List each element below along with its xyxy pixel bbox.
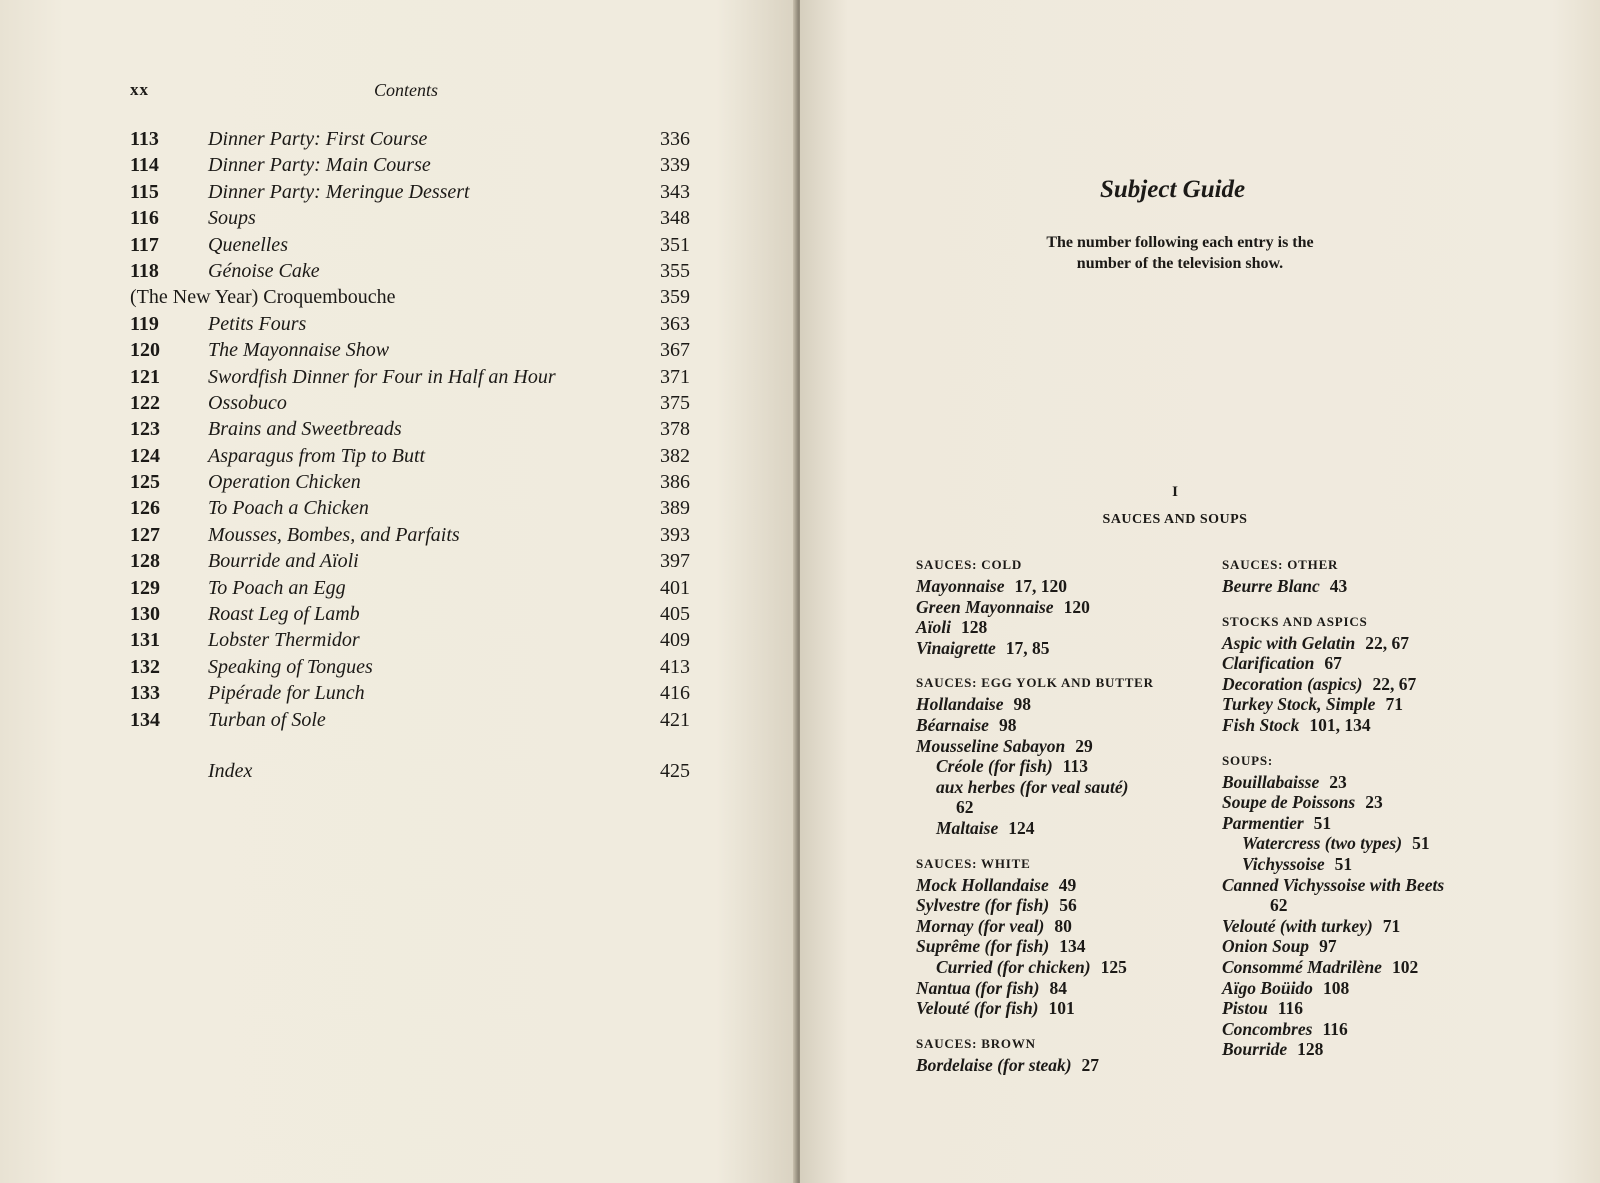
entry-name: Vichyssoise — [1242, 853, 1325, 874]
section-heading: SAUCES: COLD — [916, 557, 1023, 572]
left-page — [0, 0, 796, 1183]
entry-pages: 62 — [1270, 895, 1288, 916]
toc-row — [130, 258, 700, 284]
guide-entry — [916, 978, 1206, 999]
entry-name: Concombres — [1222, 1018, 1313, 1039]
guide-subentry — [916, 777, 1206, 798]
entry-pages: 116 — [1277, 998, 1304, 1019]
toc-row — [130, 707, 700, 733]
entry-name: Beurre Blanc — [1222, 576, 1320, 596]
toc-title: (The New Year) Croquembouche — [130, 286, 396, 309]
guide-entry — [916, 916, 1206, 937]
toc-number: 121 — [130, 365, 160, 388]
toc-page: 343 — [660, 180, 690, 203]
entry-name: Decoration (aspics) — [1222, 673, 1363, 694]
guide-entry — [1222, 1039, 1502, 1060]
guide-entry — [1222, 576, 1502, 597]
toc-row — [130, 152, 700, 178]
toc-page: 421 — [660, 708, 690, 731]
entry-name: Aïoli — [916, 617, 952, 638]
guide-column-left — [916, 554, 1206, 1089]
toc-row — [130, 469, 700, 495]
toc-number: 128 — [130, 550, 160, 573]
entry-pages: 80 — [1054, 915, 1072, 936]
entry-pages: 29 — [1075, 735, 1093, 756]
toc-title: The Mayonnaise Show — [208, 339, 390, 362]
entry-name: aux herbes (for veal sauté) — [936, 776, 1129, 797]
part-number: I — [1172, 484, 1178, 500]
guide-entry — [1222, 715, 1502, 736]
entry-name: Mousseline Sabayon — [916, 735, 1066, 756]
toc-row — [130, 575, 700, 601]
toc-title: Quenelles — [208, 233, 288, 256]
guide-entry — [916, 694, 1206, 715]
toc-page: 405 — [660, 603, 690, 626]
intro-line: number of the television show. — [1076, 255, 1284, 272]
entry-name: Canned Vichyssoise with Beets — [1222, 874, 1445, 895]
entry-name: Pistou — [1222, 998, 1268, 1019]
entry-name: Nantua (for fish) — [916, 977, 1040, 998]
guide-entry — [916, 715, 1206, 736]
intro-note — [1010, 232, 1350, 274]
entry-name: Vinaigrette — [916, 637, 996, 658]
entry-name: Soupe de Poissons — [1222, 792, 1356, 813]
page-folio: xx — [130, 80, 149, 99]
toc-row — [130, 126, 700, 152]
entry-pages: 98 — [1013, 694, 1032, 715]
toc-row — [130, 601, 700, 627]
toc-row — [130, 337, 700, 363]
section-heading: SOUPS: — [1222, 752, 1274, 768]
guide-entry — [916, 617, 1206, 638]
toc-row — [130, 416, 700, 442]
toc-row — [130, 179, 700, 205]
guide-entry — [916, 875, 1206, 896]
entry-name: Hollandaise — [916, 694, 1004, 715]
entry-name: Green Mayonnaise — [916, 596, 1054, 617]
entry-pages: 84 — [1049, 977, 1067, 998]
table-of-contents — [130, 126, 700, 784]
entry-pages-continued — [1222, 895, 1502, 916]
entry-pages: 62 — [956, 797, 974, 818]
toc-page: 382 — [660, 444, 690, 467]
entry-pages: 51 — [1412, 833, 1430, 854]
section-heading: SAUCES: BROWN — [916, 1035, 1036, 1051]
section-sauces-egg-yolk — [916, 672, 1206, 838]
toc-row — [130, 311, 700, 337]
toc-page: 371 — [660, 365, 690, 388]
entry-name: Fish Stock — [1222, 714, 1300, 735]
section-stocks-aspics — [1222, 611, 1502, 736]
section-heading: SAUCES: EGG YOLK AND BUTTER — [916, 675, 1154, 691]
toc-page: 413 — [660, 655, 690, 678]
toc-row — [130, 364, 700, 390]
entry-pages: 120 — [1063, 596, 1090, 617]
toc-title: Lobster Thermidor — [208, 629, 360, 652]
entry-pages: 56 — [1059, 895, 1077, 916]
guide-entry — [1222, 916, 1502, 937]
section-soups — [1222, 750, 1502, 1060]
entry-name: Suprême (for fish) — [916, 936, 1050, 957]
toc-number: 122 — [130, 391, 160, 414]
toc-title: Dinner Party: First Course — [208, 128, 428, 150]
toc-page: 348 — [660, 207, 690, 230]
guide-entry — [916, 998, 1206, 1019]
guide-column-right — [1222, 554, 1502, 1074]
toc-number: 116 — [130, 207, 159, 230]
guide-subentry — [916, 957, 1206, 978]
toc-number: 124 — [130, 444, 160, 467]
section-heading: SAUCES: OTHER — [1222, 557, 1339, 572]
toc-title: Asparagus from Tip to Butt — [208, 444, 426, 467]
guide-entry — [916, 576, 1206, 597]
toc-page: 351 — [660, 233, 690, 256]
toc-number: 130 — [130, 603, 160, 626]
guide-entry — [1222, 957, 1502, 978]
entry-pages: 128 — [961, 617, 988, 638]
entry-name: Mock Hollandaise — [916, 874, 1049, 895]
toc-page: 386 — [660, 471, 690, 494]
section-heading: SAUCES: WHITE — [916, 855, 1031, 871]
toc-row — [130, 522, 700, 548]
guide-entry — [1222, 633, 1502, 654]
entry-pages: 17, 85 — [1005, 637, 1050, 658]
entry-pages: 27 — [1081, 1054, 1100, 1075]
guide-entry — [1222, 792, 1502, 813]
guide-entry — [1222, 978, 1502, 999]
toc-row-index — [130, 758, 700, 784]
section-heading: STOCKS AND ASPICS — [1222, 613, 1368, 629]
entry-name: Bouillabaisse — [1222, 771, 1320, 792]
guide-entry — [1222, 772, 1502, 793]
toc-title: Roast Leg of Lamb — [208, 603, 360, 626]
toc-title: Dinner Party: Meringue Dessert — [208, 180, 470, 203]
running-title: Contents — [374, 80, 439, 100]
entry-pages: 116 — [1322, 1018, 1348, 1039]
toc-row — [130, 654, 700, 680]
toc-page: 367 — [660, 339, 690, 362]
entry-name: Velouté (with turkey) — [1222, 915, 1373, 936]
toc-title: Soups — [208, 207, 256, 230]
entry-name: Mornay (for veal) — [916, 915, 1045, 936]
toc-title: Petits Fours — [208, 312, 307, 335]
guide-entry — [1222, 998, 1502, 1019]
guide-subentry — [1222, 854, 1502, 875]
toc-row — [130, 232, 700, 258]
toc-number: 113 — [130, 128, 159, 150]
guide-subentry — [916, 756, 1206, 777]
entry-pages: 128 — [1297, 1039, 1324, 1060]
guide-entry — [916, 638, 1206, 659]
toc-row — [130, 495, 700, 521]
entry-pages: 101 — [1048, 998, 1075, 1019]
entry-name: Clarification — [1222, 653, 1315, 674]
guide-entry — [1222, 1019, 1502, 1040]
toc-title: Ossobuco — [208, 391, 287, 414]
toc-page: 416 — [660, 682, 690, 705]
entry-pages: 23 — [1329, 771, 1347, 792]
entry-pages: 51 — [1334, 853, 1353, 874]
toc-title: Speaking of Tongues — [208, 655, 373, 678]
toc-row — [130, 443, 700, 469]
toc-row — [130, 390, 700, 416]
toc-page: 363 — [660, 312, 690, 335]
intro-line: The number following each entry is the — [1046, 234, 1314, 251]
entry-name: Aspic with Gelatin — [1222, 632, 1356, 653]
guide-entry — [916, 936, 1206, 957]
entry-pages: 71 — [1385, 694, 1403, 715]
guide-entry — [1222, 813, 1502, 834]
guide-entry — [916, 1055, 1206, 1076]
toc-page: 409 — [660, 629, 690, 652]
toc-number: 119 — [130, 312, 159, 335]
toc-title: Dinner Party: Main Course — [208, 154, 431, 177]
toc-page: 378 — [660, 418, 690, 441]
guide-subentry — [1222, 833, 1502, 854]
entry-pages: 17, 120 — [1014, 576, 1067, 596]
toc-page: 393 — [660, 523, 690, 546]
toc-title: Brains and Sweetbreads — [208, 418, 402, 441]
entry-pages: 102 — [1391, 956, 1419, 977]
toc-row — [130, 627, 700, 653]
section-sauces-brown — [916, 1033, 1206, 1076]
toc-title: Turban of Sole — [208, 708, 326, 731]
entry-name: Curried (for chicken) — [936, 956, 1091, 977]
page-title: Subject Guide — [1100, 176, 1246, 203]
entry-pages: 43 — [1329, 576, 1348, 596]
toc-number: 120 — [130, 339, 160, 362]
toc-title: To Poach a Chicken — [208, 497, 369, 520]
toc-title: To Poach an Egg — [208, 576, 346, 599]
part-title: SAUCES AND SOUPS — [1102, 512, 1248, 527]
guide-subentry — [916, 818, 1206, 839]
section-sauces-cold — [916, 554, 1206, 658]
toc-page: 375 — [660, 391, 690, 414]
entry-pages: 49 — [1058, 874, 1077, 895]
guide-entry — [916, 736, 1206, 757]
toc-title: Mousses, Bombes, and Parfaits — [208, 523, 460, 546]
toc-number: 123 — [130, 418, 160, 441]
section-sauces-white — [916, 853, 1206, 1019]
entry-name: Velouté (for fish) — [916, 998, 1039, 1019]
toc-page: 397 — [660, 550, 690, 573]
entry-name: Turkey Stock, Simple — [1222, 694, 1376, 715]
toc-row — [130, 205, 700, 231]
entry-name: Béarnaise — [916, 714, 989, 735]
toc-title: Génoise Cake — [208, 259, 320, 282]
toc-page: 425 — [660, 759, 690, 782]
toc-number: 115 — [130, 180, 159, 203]
toc-title: Bourride and Aïoli — [208, 550, 359, 573]
toc-page: 401 — [660, 576, 690, 599]
toc-row — [130, 680, 700, 706]
guide-entry — [1222, 875, 1502, 896]
guide-entry — [916, 895, 1206, 916]
toc-number: 117 — [130, 233, 159, 256]
toc-number: 126 — [130, 497, 160, 520]
toc-number: 118 — [130, 259, 159, 282]
entry-pages: 22, 67 — [1372, 673, 1417, 694]
toc-title: Pipérade for Lunch — [208, 682, 365, 705]
entry-pages: 23 — [1365, 792, 1383, 813]
entry-name: Consommé Madrilène — [1222, 956, 1382, 977]
entry-pages: 101, 134 — [1309, 714, 1371, 735]
entry-name: Créole (for fish) — [936, 756, 1053, 777]
toc-number: 129 — [130, 576, 160, 599]
entry-pages: 67 — [1324, 653, 1342, 674]
entry-name: Onion Soup — [1222, 936, 1310, 957]
entry-name: Bourride — [1222, 1039, 1288, 1060]
entry-pages: 71 — [1382, 915, 1401, 936]
toc-number: 127 — [130, 523, 160, 546]
section-sauces-other — [1222, 554, 1502, 597]
running-head — [130, 80, 690, 104]
guide-entry — [1222, 653, 1502, 674]
toc-number: 134 — [130, 708, 160, 731]
guide-entry — [916, 597, 1206, 618]
toc-number: 133 — [130, 682, 160, 705]
entry-pages: 125 — [1100, 956, 1127, 977]
toc-page: 339 — [660, 154, 690, 177]
entry-name: Watercress (two types) — [1242, 833, 1403, 854]
entry-pages: 22, 67 — [1365, 632, 1409, 653]
entry-pages: 51 — [1313, 812, 1332, 833]
toc-title: Operation Chicken — [208, 471, 361, 494]
entry-name: Aïgo Boüido — [1222, 977, 1313, 998]
toc-title: Index — [208, 759, 253, 782]
entry-pages: 113 — [1062, 756, 1088, 777]
toc-number: 131 — [130, 629, 160, 652]
entry-pages: 98 — [998, 714, 1017, 735]
toc-page: 355 — [660, 259, 690, 282]
entry-name: Parmentier — [1222, 812, 1304, 833]
guide-entry — [1222, 694, 1502, 715]
guide-entry — [1222, 674, 1502, 695]
entry-name: Bordelaise (for steak) — [916, 1054, 1072, 1075]
toc-number: 114 — [130, 154, 159, 177]
toc-page: 389 — [660, 497, 690, 520]
entry-pages-continued — [916, 797, 1206, 818]
guide-entry — [1222, 936, 1502, 957]
entry-name: Mayonnaise — [916, 576, 1005, 596]
toc-page: 359 — [660, 286, 690, 309]
entry-pages: 97 — [1319, 936, 1337, 957]
entry-pages: 124 — [1008, 817, 1035, 838]
entry-pages: 108 — [1322, 977, 1350, 998]
entry-name: Sylvestre (for fish) — [916, 895, 1050, 916]
toc-number: 132 — [130, 655, 160, 678]
toc-row-new-year — [130, 284, 700, 310]
toc-row — [130, 548, 700, 574]
toc-title: Swordfish Dinner for Four in Half an Hour — [208, 365, 556, 388]
toc-page: 336 — [660, 128, 690, 150]
entry-pages: 134 — [1059, 936, 1086, 957]
toc-number: 125 — [130, 471, 160, 494]
entry-name: Maltaise — [936, 817, 999, 838]
